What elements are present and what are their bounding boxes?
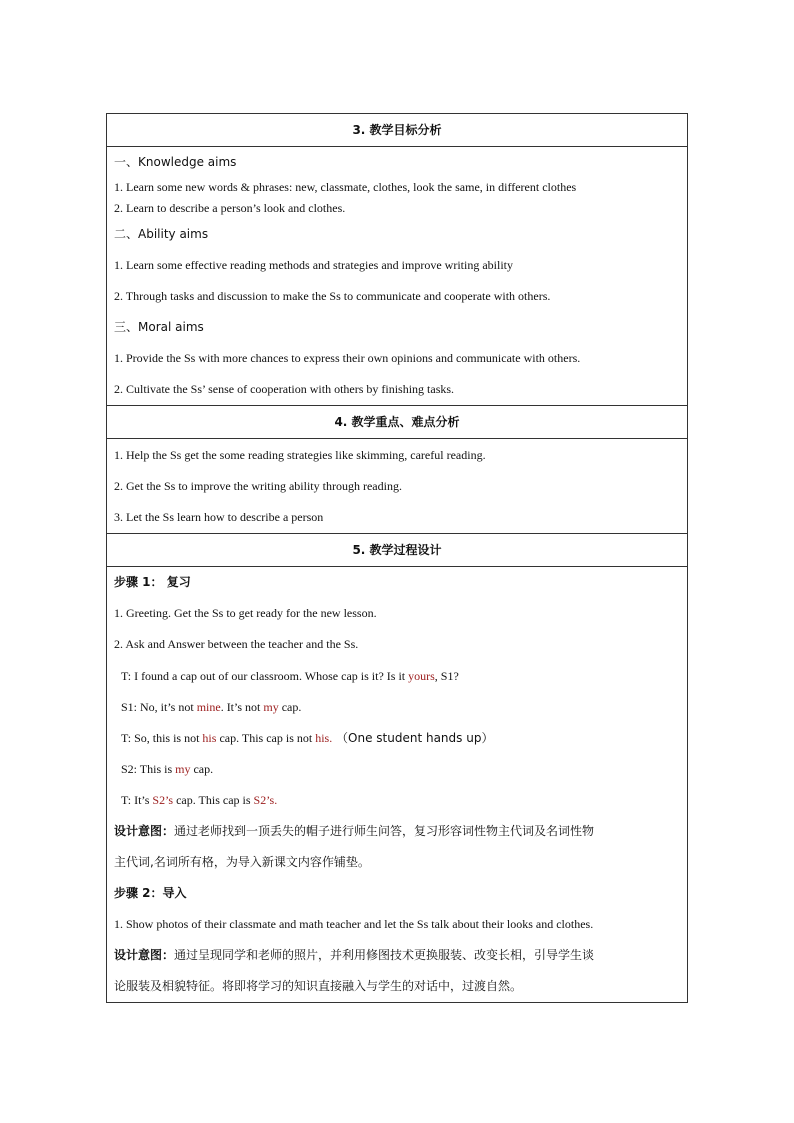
moral-aims-title: 三、Moral aims [114, 320, 204, 334]
highlight-word: S2’s. [253, 793, 278, 807]
dialogue-line-5 [107, 785, 687, 816]
design-intent-text: 通过呈现同学和老师的照片，并利用修图技术更换服装、改变长相，引导学生谈 [174, 948, 595, 962]
ability-aims-title: 二、Ability aims [114, 227, 209, 241]
design-intent-label: 设计意图： [114, 948, 175, 962]
dialogue-text: S1: No, it’s not [121, 700, 197, 714]
dialogue-text: , S1? [434, 669, 459, 683]
dialogue-line-1 [107, 660, 687, 692]
dialogue-text: T: I found a cap out of our classroom. Whose cap is it? Is it [121, 669, 409, 683]
design-intent-text: 通过老师找到一顶丢失的帽子进行师生问答，复习形容词性物主代词及名词性物 [174, 824, 595, 838]
highlight-word: yours [408, 669, 435, 683]
section-header: 3. 教学目标分析 [107, 114, 687, 147]
design-intent-1-line-2: 主代词,名词所有格，为导入新课文内容作铺垫。 [114, 855, 370, 869]
step-2-item-1: 1. Show photos of their classmate and math teacher and let the Ss talk about their looks and clothes. [114, 917, 594, 931]
dialogue-text: cap. [190, 762, 214, 776]
dialogue-line-2 [107, 692, 687, 723]
section-teaching-process [107, 534, 687, 1002]
highlight-word: S2’s [152, 793, 174, 807]
dialogue-text: T: It’s [121, 793, 153, 807]
dialogue-text: cap. This cap is [173, 793, 254, 807]
step-1-title: 步骤 1： 复习 [114, 575, 191, 589]
key-point-3: 3. Let the Ss learn how to describe a person [114, 510, 324, 524]
dialogue-text: cap. [278, 700, 302, 714]
section-teaching-objectives [107, 114, 687, 406]
step-1-item-1: 1. Greeting. Get the Ss to get ready for the new lesson. [114, 606, 377, 620]
moral-aim-1: 1. Provide the Ss with more chances to express their own opinions and communicate with others. [114, 351, 581, 365]
lesson-plan-table [106, 113, 688, 1003]
design-intent-2-line-1 [107, 940, 687, 971]
dialogue-text: cap. This cap is not [216, 731, 316, 745]
knowledge-aims-title: 一、Knowledge aims [114, 155, 237, 169]
highlight-word: my [175, 762, 191, 776]
design-intent-1-line-1 [107, 816, 687, 847]
highlight-word: his. [315, 731, 333, 745]
knowledge-aim-2: 2. Learn to describe a person’s look and clothes. [114, 201, 346, 215]
key-point-2: 2. Get the Ss to improve the writing ability through reading. [114, 479, 402, 493]
knowledge-aim-1: 1. Learn some new words & phrases: new, classmate, clothes, look the same, in different clothes [114, 180, 577, 194]
highlight-word: my [263, 700, 279, 714]
section-key-points [107, 406, 687, 534]
moral-aim-2: 2. Cultivate the Ss’ sense of cooperation with others by finishing tasks. [114, 382, 455, 396]
step-1-item-2: 2. Ask and Answer between the teacher and the Ss. [114, 637, 359, 651]
design-intent-2-line-2: 论服装及相貌特征。将即将学习的知识直接融入与学生的对话中，过渡自然。 [114, 979, 523, 993]
step-2-title: 步骤 2：导入 [114, 886, 187, 900]
design-intent-label: 设计意图： [114, 824, 175, 838]
dialogue-text: S2: This is [121, 762, 176, 776]
dialogue-text: T: So, this is not [121, 731, 203, 745]
highlight-word: mine [196, 700, 221, 714]
section-header: 5. 教学过程设计 [107, 534, 687, 567]
dialogue-line-4 [107, 754, 687, 785]
dialogue-text: . It’s not [220, 700, 264, 714]
key-point-1: 1. Help the Ss get the some reading strategies like skimming, careful reading. [114, 448, 486, 462]
highlight-word: his [202, 731, 217, 745]
ability-aim-2: 2. Through tasks and discussion to make the Ss to communicate and cooperate with others. [114, 289, 551, 303]
ability-aim-1: 1. Learn some effective reading methods and strategies and improve writing ability [114, 258, 513, 272]
section-header: 4. 教学重点、难点分析 [107, 406, 687, 439]
dialogue-line-3 [107, 723, 687, 754]
dialogue-text: （One student hands up） [332, 731, 494, 745]
